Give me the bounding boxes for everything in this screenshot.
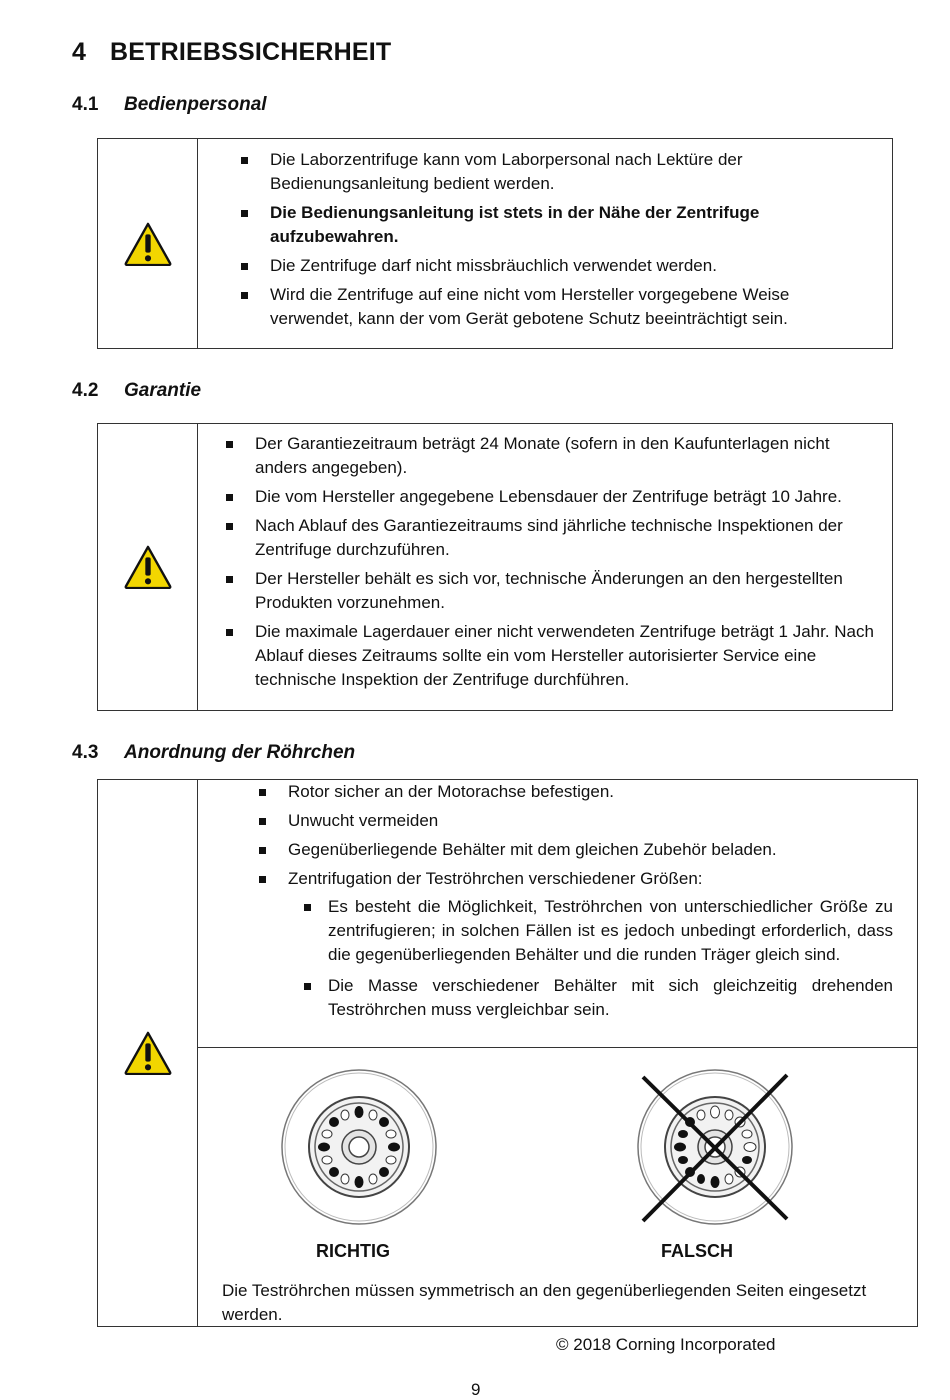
warning-icon: [124, 545, 172, 589]
divider: [197, 1047, 917, 1048]
list-item-text: Zentrifugation der Teströhrchen verschiedener Größen:: [288, 869, 703, 888]
list-item: Die Laborzentrifuge kann vom Laborpersonal nach Lektüre der Bedienungsanleitung bedient werden.: [238, 148, 798, 196]
list-item: Die Bedienungsanleitung ist stets in der Nähe der Zentrifuge aufzubewahren.: [238, 201, 798, 249]
warning-icon: [124, 222, 172, 266]
section-heading-4-3: 4.3 Anordnung der Röhrchen: [72, 742, 356, 763]
list-item: Unwucht vermeiden: [256, 809, 893, 833]
rotor-wrong-image: [635, 1067, 795, 1227]
warning-icon: [124, 1031, 172, 1075]
bullet-list: [256, 780, 893, 1029]
sub-list-item: Es besteht die Möglichkeit, Teströhrchen von unterschiedlicher Größe zu zentrifugieren; in solchen Fällen ist es jedoch unbedingt erforderlich, dass die gegenüberliegenden Behälter und die runden Träger gleich sind.: [288, 895, 893, 967]
page-number: 9: [471, 1380, 481, 1399]
copyright: © 2018 Corning Incorporated: [556, 1335, 776, 1354]
caption-correct: RICHTIG: [316, 1241, 390, 1261]
list-item: Die Zentrifuge darf nicht missbräuchlich verwendet werden.: [238, 254, 798, 278]
rotor-correct-image: [279, 1067, 439, 1227]
warning-cell: [98, 780, 198, 1326]
warning-cell: [98, 139, 198, 348]
warning-cell: [98, 424, 198, 710]
caption-wrong: FALSCH: [661, 1241, 733, 1261]
section-heading-4-2: 4.2 Garantie: [72, 380, 202, 401]
list-item: Die vom Hersteller angegebene Lebensdauer der Zentrifuge beträgt 10 Jahre.: [223, 485, 883, 509]
safety-box-garantie: [97, 423, 893, 711]
list-item: [256, 867, 893, 1022]
page-heading: [72, 38, 391, 67]
list-item: Wird die Zentrifuge auf eine nicht vom Hersteller vorgegebene Weise verwendet, kann der vom Gerät gebotene Schutz beeinträchtigt sein.: [238, 283, 798, 331]
safety-box-bedienpersonal: [97, 138, 893, 349]
sub-bullet-list: [288, 895, 893, 1022]
list-item: Gegenüberliegende Behälter mit dem gleichen Zubehör beladen.: [256, 838, 893, 862]
heading-number: 4: [72, 38, 87, 66]
figure-note: Die Teströhrchen müssen symmetrisch an den gegenüberliegenden Seiten eingesetzt werden.: [222, 1281, 867, 1324]
bullet-list: [223, 432, 883, 697]
bullet-list: [238, 148, 798, 336]
list-item: Rotor sicher an der Motorachse befestigen.: [256, 780, 893, 804]
list-item: Die maximale Lagerdauer einer nicht verwendeten Zentrifuge beträgt 1 Jahr. Nach Ablauf dieses Zeitraums sollte ein vom Hersteller autorisierter Service eine technische Inspektion der Zentrifuge durchführen.: [223, 620, 883, 692]
section-heading-4-1: 4.1 Bedienpersonal: [72, 94, 267, 115]
list-item: Der Garantiezeitraum beträgt 24 Monate (sofern in den Kaufunterlagen nicht anders angegeben).: [223, 432, 883, 480]
sub-list-item: Die Masse verschiedener Behälter mit sich gleichzeitig drehenden Teströhrchen muss vergleichbar sein.: [288, 974, 893, 1022]
list-item: Der Hersteller behält es sich vor, technische Änderungen an den hergestellten Produkten vorzunehmen.: [223, 567, 883, 615]
heading-title: BETRIEBSSICHERHEIT: [110, 38, 392, 66]
safety-box-roehrchen: [97, 779, 918, 1327]
list-item: Nach Ablauf des Garantiezeitraums sind jährliche technische Inspektionen der Zentrifuge durchzuführen.: [223, 514, 883, 562]
